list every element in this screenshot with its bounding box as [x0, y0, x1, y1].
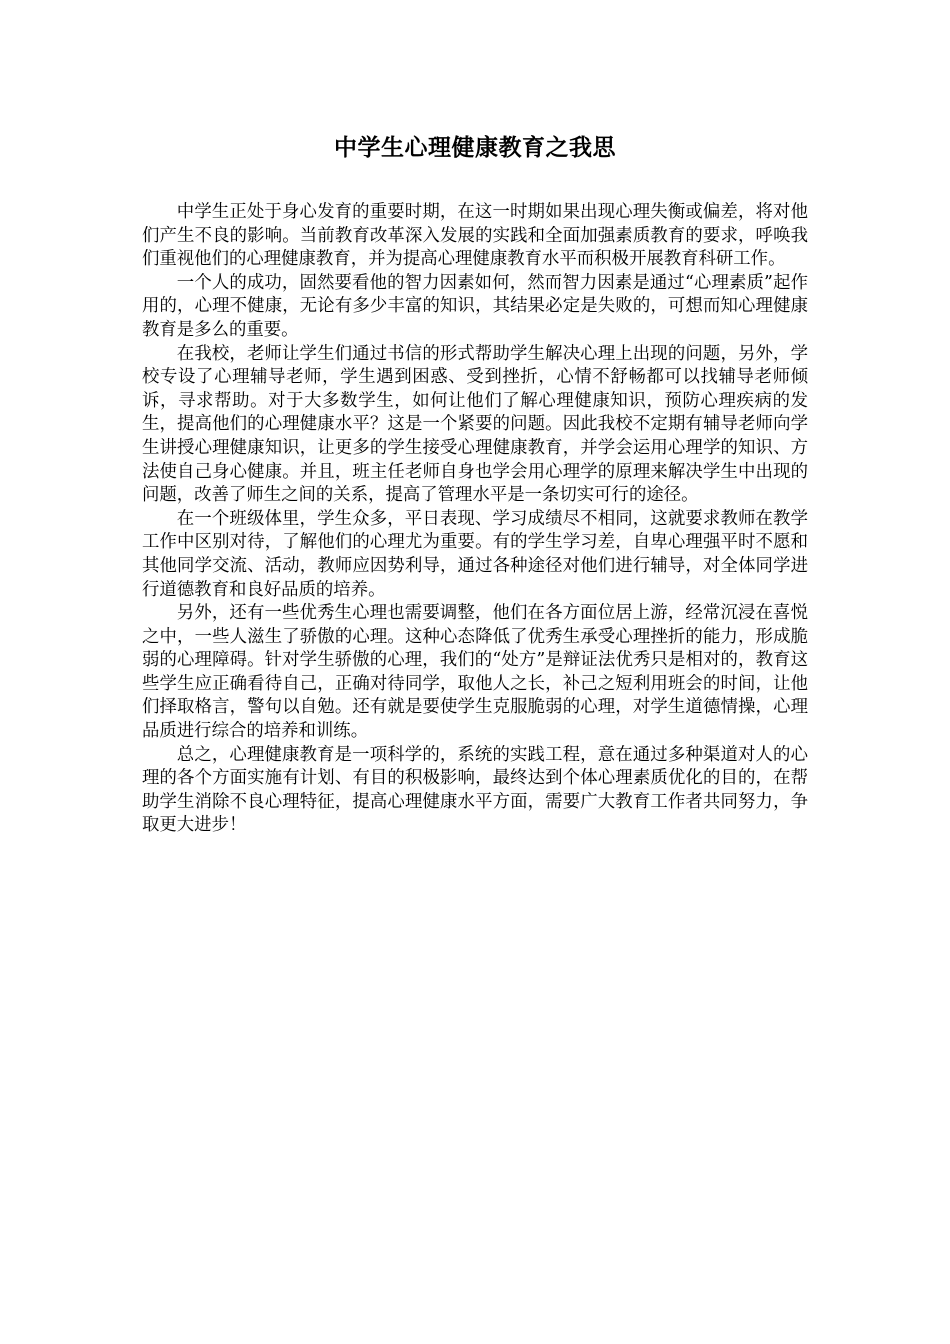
- document-title: 中学生心理健康教育之我思: [334, 135, 616, 161]
- document-page: [142, 128, 808, 838]
- paragraph-2: 一个人的成功，固然要看他的智力因素如何，然而智力因素是通过“心理素质”起作用的，心理不健康，无论有多少丰富的知识，其结果必定是失败的，可想而知心理健康教育是多么的重要。: [142, 272, 808, 340]
- paragraph-5: 另外，还有一些优秀生心理也需要调整，他们在各方面位居上游，经常沉浸在喜悦之中，一些人滋生了骄傲的心理。这种心态降低了优秀生承受心理挫折的能力，形成脆弱的心理障碍。针对学生骄傲的心理，我们的“处方”是辩证法优秀只是相对的，教育这些学生应正确看待自己，正确对待同学，取他人之长，补己之短利用班会的时间，让他们择取格言，警句以自勉。还有就是要使学生克服脆弱的心理，对学生道德情操，心理品质进行综合的培养和训练。: [142, 603, 808, 742]
- paragraph-1: 中学生正处于身心发育的重要时期，在这一时期如果出现心理失衡或偏差，将对他们产生不良的影响。当前教育改革深入发展的实践和全面加强素质教育的要求，呼唤我们重视他们的心理健康教育，并为提高心理健康教育水平而积极开展教育科研工作。: [142, 202, 808, 270]
- paragraph-4: 在一个班级体里，学生众多，平日表现、学习成绩尽不相同，这就要求教师在教学工作中区别对待，了解他们的心理尤为重要。有的学生学习差，自卑心理强平时不愿和其他同学交流、活动，教师应因势利导，通过各种途径对他们进行辅导，对全体同学进行道德教育和良好品质的培养。: [142, 508, 808, 600]
- paragraph-6: 总之，心理健康教育是一项科学的，系统的实践工程，意在通过多种渠道对人的心理的各个方面实施有计划、有目的积极影响，最终达到个体心理素质优化的目的，在帮助学生消除不良心理特征，提高心理健康水平方面，需要广大教育工作者共同努力，争取更大进步！: [142, 744, 808, 836]
- paragraph-3: 在我校，老师让学生们通过书信的形式帮助学生解决心理上出现的问题，另外，学校专设了心理辅导老师，学生遇到困惑、受到挫折，心情不舒畅都可以找辅导老师倾诉，寻求帮助。对于大多数学生，如何让他们了解心理健康知识，预防心理疾病的发生，提高他们的心理健康水平？这是一个紧要的问题。因此我校不定期有辅导老师向学生讲授心理健康知识，让更多的学生接受心理健康教育，并学会运用心理学的知识、方法使自己身心健康。并且，班主任老师自身也学会用心理学的原理来解决学生中出现的问题，改善了师生之间的关系，提高了管理水平是一条切实可行的途径。: [142, 343, 808, 506]
